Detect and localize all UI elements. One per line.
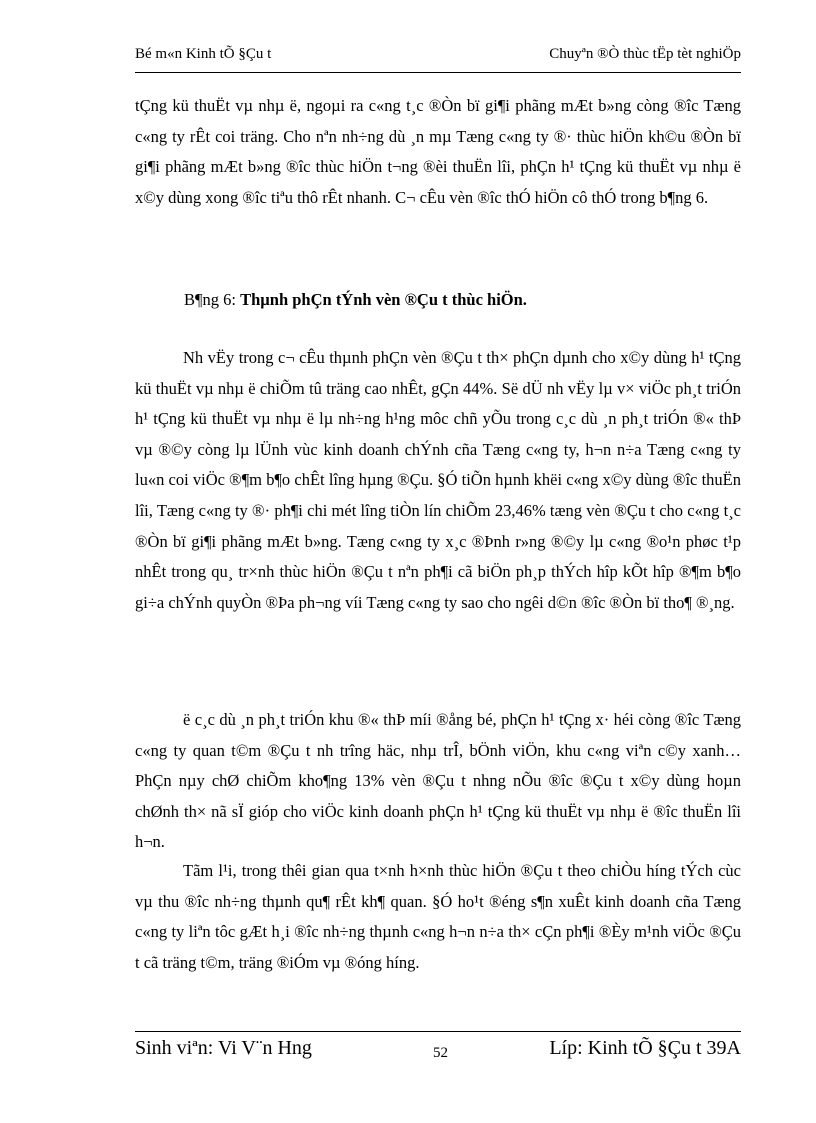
footer-class: Líp: Kinh tÕ §Çu t 39A xyxy=(549,1037,741,1059)
table-caption-title: Thµnh phÇn tÝnh vèn ®Çu t thùc hiÖn. xyxy=(240,290,527,309)
paragraph-4: Tãm l¹i, trong thêi gian qua t×nh h×nh thùc hiÖn ®Çu t theo chiÒu híng tÝch cùc vµ thu ®îc nh÷ng thµnh qu¶ rÊt kh¶ quan. §Ó ho¹t ®éng s¶n xuÊt kinh doanh cña Tæng c«ng ty liªn tôc gÆt h¸i ®îc nh÷ng thµnh c«ng h¬n n÷a th× cÇn ph¶i ®Èy m¹nh viÖc ®Çu t cã träng t©m, träng ®iÓm vµ ®óng híng. xyxy=(135,861,741,972)
header-rule xyxy=(135,72,741,73)
page-number: 52 xyxy=(433,1045,448,1061)
paragraph-2: Nh vËy trong c¬ cÊu thµnh phÇn vèn ®Çu t th× phÇn dµnh cho x©y dùng h¹ tÇng kü thuËt vµ nhµ ë chiÕm tû träng cao nhÊt, gÇn 44%. Së dÜ nh vËy lµ v× viÖc ph¸t triÓn h¹ tÇng kü thuËt vµ nhµ ë lµ nh÷ng h¹ng môc chñ yÕu trong c¸c dù ¸n ph¸t triÓn ®« thÞ vµ ®©y còng lµ lÜnh vùc kinh doanh chÝnh cña Tæng c«ng ty, h¬n n÷a Tæng c«ng ty lu«n coi viÖc ®¶m b¶o chÊt lîng hµng ®Çu. §Ó tiÕn hµnh khëi c«ng x©y dùng ®îc thuËn lîi, Tæng c«ng ty ®· ph¶i chi mét lîng tiÒn lín chiÕm 23,46% tæng vèn ®Çu t cho c«ng t¸c ®Òn bï gi¶i phãng mÆt b»ng. Tæng c«ng ty x¸c ®Þnh r»ng ®©y lµ c«ng ®o¹n phøc t¹p nhÊt trong qu¸ tr×nh thùc hiÖn ®Çu t nªn ph¶i cã biÖn ph¸p thÝch hîp kÕt hîp ®¶m b¶o gi÷a chÝnh quyÒn ®Þa ph¬ng víi Tæng c«ng ty sao cho ngêi d©n ®îc ®Òn bï tho¶ ®¸ng. xyxy=(135,348,741,612)
page-footer xyxy=(135,1037,741,1067)
footer-student: Sinh viªn: Vi V¨n Hng xyxy=(135,1037,312,1059)
header-department: Bé m«n Kinh tÕ §Çu t xyxy=(135,46,272,62)
footer-rule xyxy=(135,1031,741,1032)
table-caption-prefix: B¶ng 6: xyxy=(184,290,241,309)
paragraph-1: tÇng kü thuËt vµ nhµ ë, ngoµi ra c«ng t¸c ®Òn bï gi¶i phãng mÆt b»ng còng ®îc Tæng c«ng ty rÊt coi träng. Cho nªn nh÷ng dù ¸n mµ Tæng c«ng ty ®· thùc hiÖn kh©u ®Òn bï gi¶i phãng mÆt b»ng ®îc thùc hiÖn t¬ng ®èi thuËn lîi, phÇn h¹ tÇng kü thuËt vµ nhµ ë x©y dùng xong ®îc tiªu thô rÊt nhanh. C¬ cÊu vèn ®îc thÓ hiÖn cô thÓ trong b¶ng 6. xyxy=(135,96,741,207)
header-report-type: Chuyªn ®Ò thùc tËp tèt nghiÖp xyxy=(549,46,741,62)
page-header xyxy=(135,46,741,68)
document-body xyxy=(135,91,741,213)
table-caption xyxy=(184,290,527,310)
paragraph-3: ë c¸c dù ¸n ph¸t triÓn khu ®« thÞ míi ®ång bé, phÇn h¹ tÇng x· héi còng ®îc Tæng c«ng ty quan t©m ®Çu t nh trîng häc, nhµ trÎ, bÖnh viÖn, khu c«ng viªn c©y xanh… PhÇn nµy chØ chiÕm kho¶ng 13% vèn ®Çu t nhng nÕu ®îc ®Çu t x©y dùng hoµn chØnh th× nã sÏ gióp cho viÖc kinh doanh phÇn h¹ tÇng kü thuËt vµ nhµ ë ®îc thuËn lîi h¬n. xyxy=(135,710,741,852)
